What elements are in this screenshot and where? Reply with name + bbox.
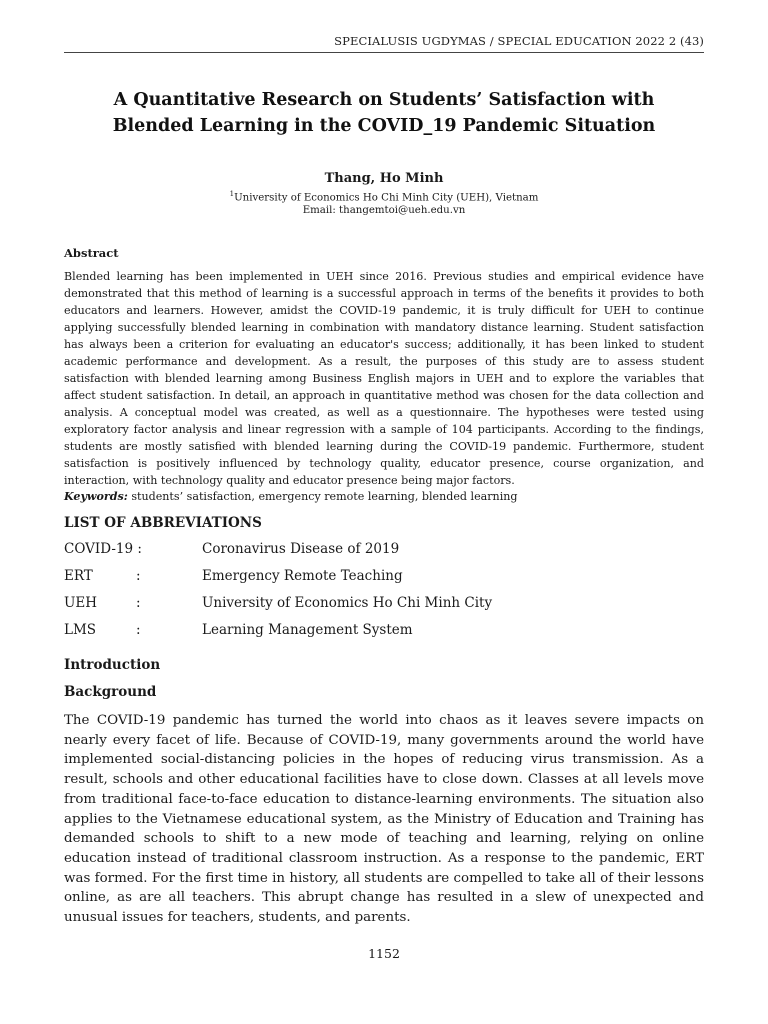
abbreviation-row xyxy=(64,595,704,615)
abbreviation-definition: Emergency Remote Teaching xyxy=(202,568,403,584)
affiliation-text: University of Economics Ho Chi Minh City (UEH), Vietnam xyxy=(234,192,539,204)
paper-title: A Quantitative Research on Students’ Satisfaction with Blended Learning in the COVID_19 Pandemic Situation xyxy=(112,90,656,136)
abbreviation-term: LMS xyxy=(64,622,97,638)
author-email: Email: thangemtoi@ueh.edu.vn xyxy=(302,205,466,216)
abbreviation-colon: : xyxy=(136,568,141,584)
abbreviation-term: ERT xyxy=(64,568,93,584)
keywords-line xyxy=(64,490,704,503)
abstract-body: Blended learning has been implemented in UEH since 2016. Previous studies and empirical evidence have demonstrated that this method of learning is a successful approach in terms of the benefits it provides to both educators and learners. However, amidst the COVID-19 pandemic, it is truly difficult for UEH to continue applying successfully blended learning in combination with mandatory distance learning. Student satisfaction has always been a criterion for evaluating an educator's success; additionally, it has been linked to student academic performance and development. As a result, the purposes of this study are to assess student satisfaction with blended learning among Business English majors in UEH and to explore the variables that affect student satisfaction. In detail, an approach in quantitative method was chosen for the data collection and analysis. A conceptual model was created, as well as a questionnaire. The hypotheses were tested using exploratory factor analysis and linear regression with a sample of 104 participants. According to the findings, students are mostly satisfied with blended learning during the COVID-19 pandemic. Furthermore, student satisfaction is positively influenced by technology quality, educator presence, course organization, and interaction, with technology quality and educator presence being major factors. xyxy=(64,270,704,487)
introduction-body: The COVID-19 pandemic has turned the world into chaos as it leaves severe impacts on nearly every facet of life. Because of COVID-19, many governments around the world have implemented social-distancing policies in the hopes of reducing virus transmission. As a result, schools and other educational facilities have to close down. Classes at all levels move from traditional face-to-face education to distance-learning environments. The situation also applies to the Vietnamese educational system, as the Ministry of Education and Training has demanded schools to shift to a new mode of teaching and learning, relying on online education instead of traditional classroom instruction. As a response to the pandemic, ERT was formed. For the first time in history, all students are compelled to take all of their lessons online, as are all teachers. This abrupt change has resulted in a slew of unexpected and unusual issues for teachers, students, and parents. xyxy=(64,713,704,926)
header-rule xyxy=(64,52,704,53)
abbreviation-colon: : xyxy=(136,622,141,638)
abstract-heading: Abstract xyxy=(64,246,119,260)
abbreviations-heading: LIST OF ABBREVIATIONS xyxy=(64,515,262,531)
abbreviation-row xyxy=(64,568,704,588)
affiliation-mark: 1 xyxy=(229,190,235,198)
abbreviation-term: COVID-19 : xyxy=(64,541,142,557)
keywords-text: students’ satisfaction, emergency remote learning, blended learning xyxy=(131,490,518,503)
author-affiliation xyxy=(64,190,704,203)
abbreviation-definition: Coronavirus Disease of 2019 xyxy=(202,541,400,557)
abbreviation-colon: : xyxy=(136,595,141,611)
abbreviation-row xyxy=(64,622,704,642)
abbreviation-row xyxy=(64,541,704,561)
author-name: Thang, Ho Minh xyxy=(324,171,444,186)
keywords-label: Keywords: xyxy=(64,490,128,503)
abbreviation-definition: Learning Management System xyxy=(202,622,413,638)
page-number: 1152 xyxy=(368,946,400,961)
running-header: SPECIALUSIS UGDYMAS / SPECIAL EDUCATION 2022 2 (43) xyxy=(334,34,704,48)
introduction-heading: Introduction xyxy=(64,657,161,673)
abbreviation-definition: University of Economics Ho Chi Minh City xyxy=(202,595,493,611)
abbreviation-term: UEH xyxy=(64,595,98,611)
background-subheading: Background xyxy=(64,684,157,700)
